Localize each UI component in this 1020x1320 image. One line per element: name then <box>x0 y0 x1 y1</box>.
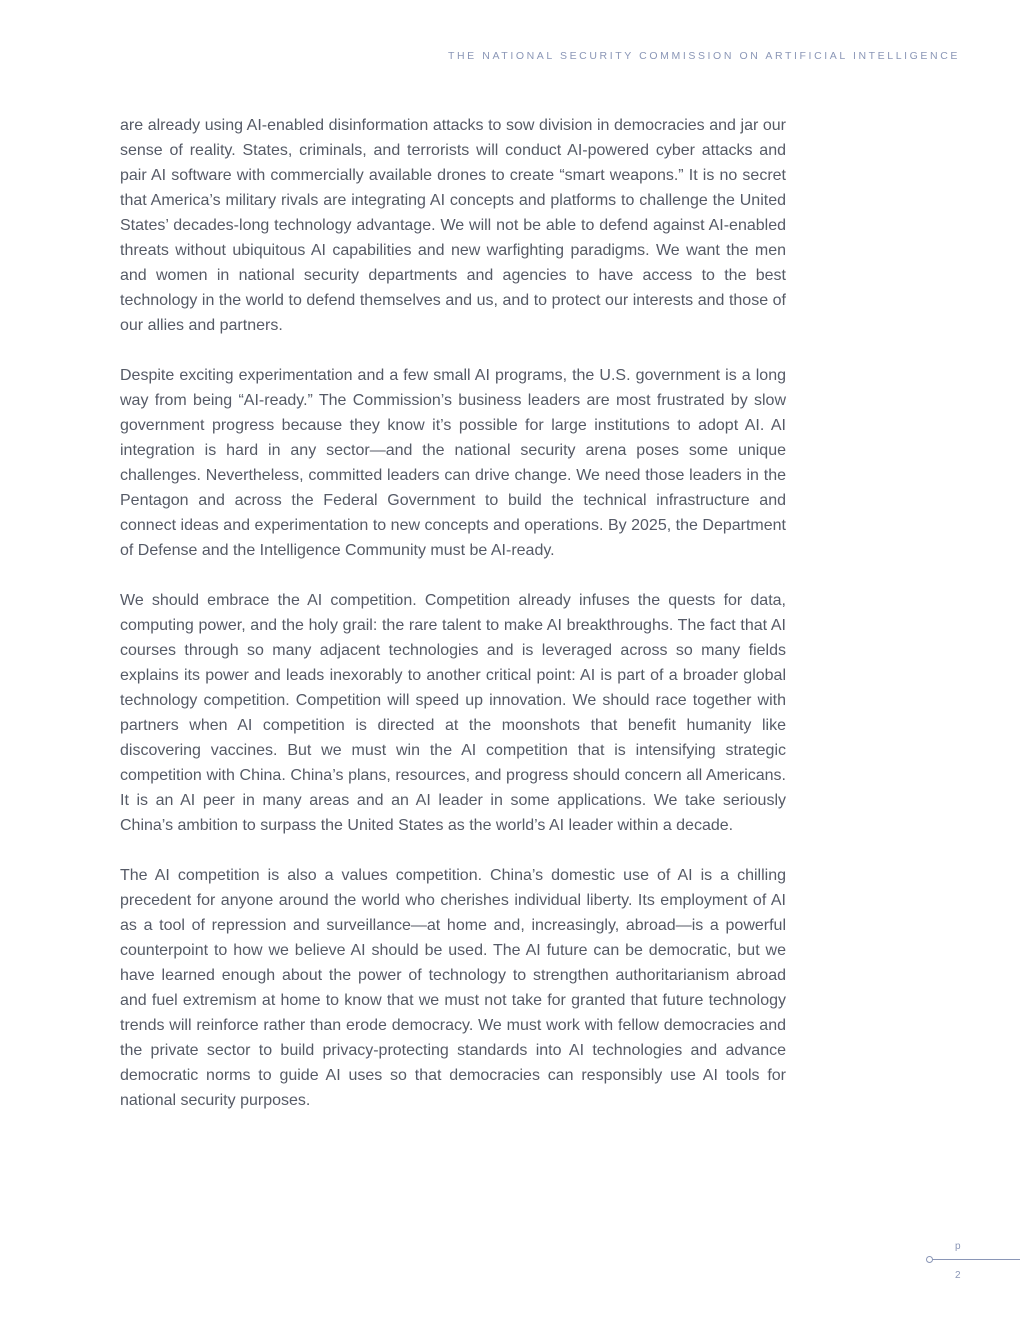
body-text <box>120 113 786 1138</box>
paragraph-4: The AI competition is also a values competition. China’s domestic use of AI is a chilling precedent for anyone around the world who cherishes individual liberty. Its employment of AI as a tool of repression and surveillance—at home and, increasingly, abroad—is a powerful counterpoint to how we believe AI should be used. The AI future can be democratic, but we have learned enough about the power of technology to strengthen authoritarianism abroad and fuel extremism at home to know that we must not take for granted that future technology trends will reinforce rather than erode democracy. We must work with fellow democracies and the private sector to build privacy-protecting standards into AI technologies and advance democratic norms to guide AI uses so that democracies can responsibly use AI tools for national security purposes. <box>120 867 786 1109</box>
paragraph-1: are already using AI-enabled disinformation attacks to sow division in democracies and jar our sense of reality. States, criminals, and terrorists will conduct AI-powered cyber attacks and pair AI software with commercially available drones to create “smart weapons.” It is no secret that America’s military rivals are integrating AI concepts and platforms to challenge the United States’ decades-long technology advantage. We will not be able to defend against AI-enabled threats without ubiquitous AI capabilities and new warfighting paradigms. We want the men and women in national security departments and agencies to have access to the best technology in the world to defend themselves and us, and to protect our interests and those of our allies and partners. <box>120 117 786 334</box>
running-header: THE NATIONAL SECURITY COMMISSION ON ARTIFICIAL INTELLIGENCE <box>447 50 960 62</box>
paragraph-2: Despite exciting experimentation and a few small AI programs, the U.S. government is a long way from being “AI-ready.” The Commission’s business leaders are most frustrated by slow government progress because they know it’s possible for large institutions to adopt AI. AI integration is hard in any sector—and the national security arena poses some unique challenges. Nevertheless, committed leaders can drive change. We need those leaders in the Pentagon and across the Federal Government to build the technical infrastructure and connect ideas and experimentation to new concepts and operations. By 2025, the Department of Defense and the Intelligence Community must be AI-ready. <box>120 367 786 559</box>
paragraph-3: We should embrace the AI competition. Competition already infuses the quests for data, computing power, and the holy grail: the rare talent to make AI breakthroughs. The fact that AI courses through so many adjacent technologies and is leveraged across so many fields explains its power and leads inexorably to another critical point: AI is part of a broader global technology competition. Competition will speed up innovation. We should race together with partners when AI competition is directed at the moonshots that benefit humanity like discovering vaccines. But we must win the AI competition that is intensifying strategic competition with China. China’s plans, resources, and progress should concern all Americans. It is an AI peer in many areas and an AI leader in some applications. We take seriously China’s ambition to surpass the United States as the world’s AI leader within a decade. <box>120 592 786 834</box>
page-label: p <box>955 1241 961 1252</box>
page-marker-line <box>932 1259 1020 1260</box>
page-number: 2 <box>955 1270 961 1281</box>
page-marker <box>926 1238 1020 1288</box>
